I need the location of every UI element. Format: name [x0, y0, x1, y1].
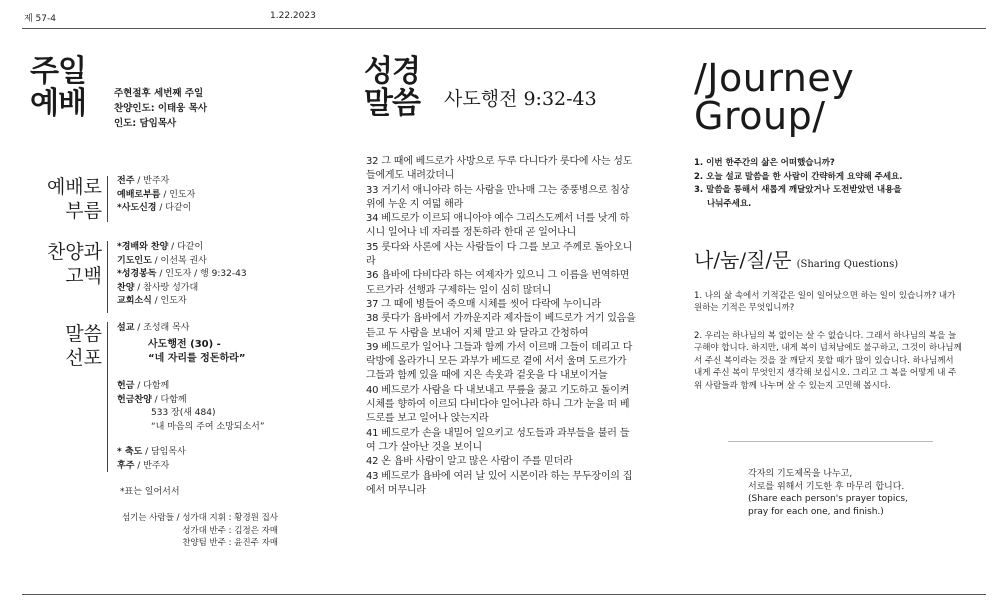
verse: 38 룻다가 욥바에서 가까운지라 제자들이 베드로가 거기 있음을 듣고 두 사람을 보내어 지체 말고 와 달라고 간청하여 [366, 313, 636, 339]
verse: 43 베드로가 욥바에 여러 날 있어 시몬이라 하는 무두장이의 집에서 머무니라 [366, 470, 633, 496]
section-title-sermon: 말씀 선포 [65, 323, 102, 369]
section-divider [107, 322, 108, 472]
divider [728, 441, 933, 442]
praise-items [117, 241, 247, 309]
verse: 34 베드로가 이르되 애니아야 예수 그리스도께서 너를 낫게 하시니 일어나 네 자리를 정돈하라 한대 곧 일어나니 [366, 213, 630, 239]
bulletin-date: 1.22.2023 [270, 11, 316, 21]
verse: 42 온 욥바 사람이 알고 많은 사람이 주를 믿더라 [366, 456, 573, 468]
verse: 36 욥바에 다비다라 하는 여제자가 있으니 그 이름을 번역하면 도르가라 선행과 구제하는 일이 심히 많더니 [366, 270, 630, 296]
worship-title: 주일 예배 [30, 54, 86, 121]
list-item: *경배와 찬양 / 다같이 [117, 242, 204, 252]
list-item: 헌금찬양 / 다함께 [117, 394, 187, 405]
worship-info: 주현절후 세번째 주일 찬양인도: 이태웅 목사 인도: 담임목사 [114, 88, 208, 129]
list-item: 기도인도 / 이선복 권사 [117, 255, 207, 266]
offering-items [117, 380, 187, 407]
journey-group-title: /Journey Group/ [694, 56, 855, 138]
verse: 37 그 때에 병들어 죽으매 시체를 씻어 다락에 누이니라 [366, 298, 601, 310]
top-rule [22, 28, 986, 29]
list-item: 예배로부름 / 인도자 [117, 189, 196, 200]
verse: 39 베드로가 일어나 그들과 함께 가서 이르매 그들이 데리고 다락방에 올라가니 모든 과부가 베드로 곁에 서서 울며 도르가가 그들과 함께 있을 때에 지은 속옷과 겉옷을 다 내보이거늘 [366, 341, 633, 382]
list-item: 헌금 / 다함께 [117, 381, 170, 391]
sharing-question-2: 2. 우리는 하나님의 복 없이는 살 수 없습니다. 그래서 하나님의 복을 늘 구해야 합니다. 하지만, 내게 복이 넘쳐남에도 불구하고, 그것이 하나님께서 주신 복이라는 것을 잘 깨닫지 못할 때가 많이 있습니다. 하나님께서 내게 주신 복이 무엇인지 생각해 보십시오. 그리고 그 복을 어떻게 내 주위 사람들과 함께 나누며 살 수 있는지 고민해 봅시다. [694, 331, 962, 391]
list-item: * 축도 / 담임목사 [117, 447, 186, 457]
list-item: 전주 / 반주자 [117, 176, 170, 186]
section-divider [107, 176, 108, 222]
scripture-reference: 사도행전 9:32-43 [444, 88, 597, 110]
section-divider [107, 241, 108, 313]
list-item: *사도신경 / 다같이 [117, 203, 192, 213]
list-item: 후주 / 반주자 [117, 460, 170, 471]
scripture-text [366, 155, 638, 498]
sermon-title: 사도행전 (30) - “네 자리를 정돈하라” [148, 339, 246, 364]
list-item: 찬양 / 참사랑 성가대 [117, 282, 199, 293]
journey-questions: 1. 이번 한주간의 삶은 어떠했습니까? 2. 오늘 설교 말씀을 한 사람이 간략하게 요약해 주세요. 3. 말씀을 통해서 새롭게 깨달았거나 도전받았던 내용을 나눠주세요. [694, 158, 903, 209]
verse: 33 거기서 애니아라 하는 사람을 만나매 그는 중풍병으로 침상 위에 누운 지 여덟 해라 [366, 184, 630, 210]
sharing-question-1: 1. 나의 삶 속에서 기적같은 일이 일어났으면 하는 일이 있습니까? 내가 원하는 기적은 무엇입니까? [694, 291, 956, 314]
list-item: 교회소식 / 인도자 [117, 296, 187, 306]
servers-list: 섬기는 사람들 / 성가대 지휘 : 황경원 집사 성가대 반주 : 김정은 자매 찬양팀 반주 : 윤진주 자매 [121, 513, 278, 548]
verse: 41 베드로가 손을 내밀어 일으키고 성도들과 과부들을 불러 들여 그가 살아난 것을 보이니 [366, 427, 630, 453]
call-items [117, 175, 195, 216]
sermon-preacher: 설교 / 조성래 목사 [117, 323, 190, 333]
verse: 32 그 때에 베드로가 사방으로 두루 다니다가 룻다에 사는 성도들에게도 내려갔더니 [366, 156, 633, 182]
closing-instructions: 각자의 기도제목을 나누고, 서로를 위해서 기도한 후 마무리 합니다. (Share each person's prayer topics, pray for each one, and finish.) [748, 469, 908, 517]
section-title-call: 예배로 부름 [46, 176, 102, 222]
sharing-questions-heading: 나/눔/질/문 (Sharing Questions) [694, 248, 899, 272]
bottom-rule [22, 594, 986, 595]
list-item: *성경봉독 / 인도자 / 행 9:32-43 [117, 269, 247, 279]
closing-items [117, 446, 186, 473]
standing-note: *표는 일어서서 [120, 487, 180, 497]
scripture-title: 성경 말씀 [364, 54, 420, 121]
hymn-info: 533 장(새 484) “내 마음의 주여 소망되소서” [151, 408, 265, 432]
verse: 35 룻다와 사론에 사는 사람들이 다 그를 보고 주께로 돌아오니라 [366, 241, 633, 268]
issue-number: 제 57-4 [24, 14, 56, 24]
verse: 40 베드로가 사람을 다 내보내고 무릎을 꿇고 기도하고 돌이켜 시체를 향하여 이르되 다비다야 일어나라 하니 그가 눈을 떠 베드로를 보고 일어나 앉는지라 [366, 384, 630, 425]
section-title-praise: 찬양과 고백 [46, 241, 102, 287]
